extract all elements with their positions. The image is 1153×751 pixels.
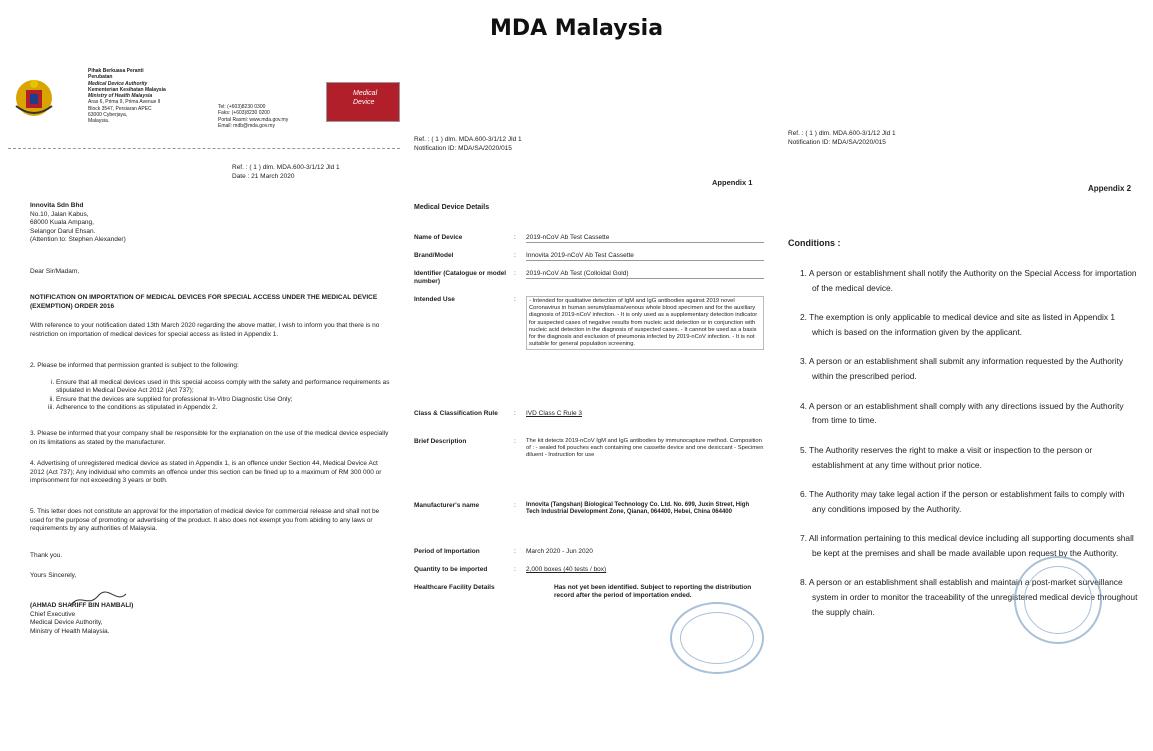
agency-address [88, 68, 228, 125]
signature-block [30, 602, 190, 636]
detail-row: Identifier (Catalogue or model number) : 2019-nCoV Ab Test (Colloidal Gold) [414, 270, 764, 290]
condition-item: 8. A person or an establishment shall establish and maintain a post-market surveillance system in order to monitor the traceability of the unregistered medical device throughout the supply chain. [800, 577, 1138, 617]
malaysia-coat-of-arms-icon [12, 76, 56, 120]
signatory-name: (AHMAD SHARIFF BIN HAMBALI) [30, 602, 134, 609]
appendix-2-ref [788, 130, 896, 147]
letter-reference [232, 164, 340, 181]
letter-page [8, 62, 400, 672]
condition-item: 3. A person or an establishment shall submit any information requested by the Authority within the prescribed period. [800, 356, 1124, 382]
detail-row: Quantity to be imported : 2,000 boxes (40 tests / box) [414, 566, 764, 578]
recipient-address [30, 202, 230, 245]
detail-value: March 2020 - Jun 2020 [526, 548, 593, 555]
paragraph-2-intro: 2. Please be informed that permission granted is subject to the following: [30, 362, 239, 369]
detail-value: Innovita (Tangshan) Biological Technology Co. Ltd. No. 699, Juxin Street, High Tech Industrial Development Zone, Qianan, 064400, Hebei, China 064400 [526, 502, 750, 516]
detail-key: Brief Description [414, 438, 467, 445]
paragraph-4: 4. Advertising of unregistered medical device as stated in Appendix 1, is an offence under Section 44, Medical Device Act 2012 (Act 737); Any individual who commits an offence under this section can be fined up to a maximum of RM 300 000 or imprisonment for not exceeding 3 years or both. [30, 460, 382, 485]
appendix-2-page [782, 62, 1147, 672]
detail-key: Name of Device [414, 234, 463, 241]
header-divider [8, 148, 400, 149]
salutation: Dear Sir/Madam, [30, 268, 80, 275]
notification-id: Notification ID: MDA/SA/2020/015 [414, 144, 512, 152]
condition-item: i. Ensure that all medical devices used in this special access comply with the safety and performance requirements as stipulated in Medical Device Act 2012 (Act 737); [56, 379, 394, 396]
agency-line: Aras 6, Prima 9, Prima Avenue II [88, 99, 161, 106]
official-stamp-icon [1014, 556, 1102, 644]
letter-date: Date : 21 March 2020 [232, 172, 295, 180]
paragraph-1: With reference to your notification dated 13th March 2020 regarding the above matter, I wish to inform you that there is no restriction on importation of medical devices for special access as listed in Appendix 1. [30, 322, 380, 338]
agency-line: Medical Device Authority [88, 80, 148, 87]
agency-contact [218, 104, 338, 129]
detail-row: Period of Importation : March 2020 - Jun 2020 [414, 548, 764, 560]
thank-you: Thank you. [30, 552, 63, 559]
detail-key: Healthcare Facility Details [414, 584, 495, 591]
ref-number: Ref. : ( 1 ) dlm. MDA.600-3/1/12 Jld 1 [232, 164, 340, 171]
conditions-title: Conditions : [788, 238, 841, 248]
detail-key: Class & Classification Rule [414, 410, 498, 417]
agency-line: Malaysia. [88, 118, 110, 125]
agency-line: Block 3547, Persiaran APEC [88, 105, 152, 112]
contact-line: Tel: (+603)8230 0300 [218, 104, 266, 110]
official-stamp-icon [670, 602, 764, 674]
address-line: (Attention to: Stephen Alexander) [30, 236, 126, 244]
detail-value: 2019-nCoV Ab Test Cassette [526, 234, 764, 243]
slide-title: MDA Malaysia [489, 16, 664, 41]
appendix-2-heading: Appendix 2 [1088, 184, 1132, 193]
condition-item: iii. Adherence to the conditions as stipulated in Appendix 2. [56, 404, 394, 413]
signatory-org: Medical Device Authority, [30, 619, 103, 627]
ref-number: Ref. : ( 1 ) dlm. MDA.600-3/1/12 Jld 1 [414, 136, 522, 143]
detail-row: Manufacturer's name : Innovita (Tangshan) Biological Technology Co. Ltd. No. 699, Juxin Street, High Tech Industrial Development Zone, Qianan, 064400, Hebei, China 064400 [414, 502, 764, 542]
condition-item: 6. The Authority may take legal action if the person or establishment fails to comply with any conditions imposed by the Authority. [800, 488, 1125, 514]
appendix-1-heading: Appendix 1 [712, 178, 753, 187]
signatory-ministry: Ministry of Health Malaysia. [30, 627, 110, 635]
ref-number: Ref. : ( 1 ) dlm. MDA.600-3/1/12 Jld 1 [788, 130, 896, 137]
contact-line: Portal Rasmi: www.mda.gov.my [218, 116, 289, 123]
signatory-title: Chief Executive [30, 610, 76, 618]
address-line: Innovita Sdn Bhd [30, 202, 84, 209]
paragraph-3: 3. Please be informed that your company shall be responsible for the explanation on the use of the medical device especially on its limitations as stated by the manufacturer. [30, 430, 389, 446]
contact-line: Faks: (+603)8230 0200 [218, 110, 270, 117]
mda-logo [326, 82, 400, 122]
paragraph-2 [30, 362, 394, 413]
agency-line: Ministry of Health Malaysia [88, 93, 153, 100]
detail-row: Name of Device : 2019-nCoV Ab Test Cassette [414, 234, 764, 246]
detail-key: Quantity to be imported [414, 566, 488, 573]
agency-line: Kementerian Kesihatan Malaysia [88, 86, 166, 93]
closing: Yours Sincerely, [30, 572, 77, 579]
letter-subject: NOTIFICATION ON IMPORTATION OF MEDICAL DEVICES FOR SPECIAL ACCESS UNDER THE MEDICAL DEVICE (EXEMPTION) ORDER 2016 [30, 294, 378, 310]
condition-item: 4. A person or an establishment shall comply with any directions issued by the Authority from time to time. [800, 400, 1124, 426]
detail-value: 2,000 boxes (40 tests / box) [526, 566, 607, 573]
condition-item: 5. The Authority reserves the right to make a visit or inspection to the person or establishment at any time without prior notice. [800, 444, 1093, 470]
detail-key: Manufacturer's name [414, 502, 480, 509]
detail-key: Identifier (Catalogue or model number) [414, 270, 507, 285]
detail-key: Brand/Model [414, 252, 454, 259]
detail-row: Brand/Model : Innovita 2019-nCoV Ab Test Cassette [414, 252, 764, 264]
detail-value: IVD Class C Rule 3 [526, 410, 582, 417]
paragraph-5: 5. This letter does not constitute an approval for the importation of medical device for commercial release and shall not be used for the purpose of promoting or advertising of the product. It also does not exempt you from abiding to any laws or requirements by any authorities of Malaysia. [30, 508, 380, 533]
detail-key: Period of Importation [414, 548, 480, 555]
appendix-1-page [408, 62, 768, 672]
address-line: Selangor Darul Ehsan. [30, 227, 96, 235]
agency-line: Perubatan [88, 74, 113, 81]
condition-item: 1. A person or establishment shall notify the Authority on the Special Access for importation of the medical device. [800, 268, 1137, 293]
logo-text: Medical Device [351, 83, 399, 121]
condition-item: 7. All information pertaining to this medical device including all supporting documents shall be kept at the premises and shall be made available upon request by the Authority. [800, 533, 1134, 558]
condition-item: 2. The exemption is only applicable to medical device and site as listed in Appendix 1 which is based on the information given by the applicant. [800, 312, 1116, 337]
agency-line: 63000 Cyberjaya, [88, 112, 128, 119]
address-line: 68000 Kuala Ampang, [30, 219, 94, 227]
detail-value: 2019-nCoV Ab Test (Colloidal Gold) [526, 270, 764, 279]
detail-value: The kit detects 2019-nCoV IgM and IgG antibodies by immunocapture method. Composition of : - sealed foil pouches each containing one cassette device and one desiccant - Specimen diluent - Instruction for use [526, 438, 764, 459]
detail-row: Class & Classification Rule : IVD Class C Rule 3 [414, 410, 764, 422]
detail-value: - Intended for qualitative detection of IgM and IgG antibodies against 2019 novel Coronavirus in human serum/plasma/venous whole blood specimen and for the auxiliary diagnosis of 2019-nCoV infection. - It is only used as a supplementary detection indicator for suspected cases of negative results from nucleic acid detection or in conjunction with nucleic acid detection in the diagnosis of suspected cases. - It cannot be used as a basis for the diagnosis and exclusion of pneumonia infected by 2019-nCoV infection. - It is not suitable for general population screening. [526, 296, 764, 350]
detail-row: Intended Use : - Intended for qualitative detection of IgM and IgG antibodies against 2019 novel Coronavirus in human serum/plasma/venous whole blood specimen and for the auxiliary diagnosis of 2019-nCoV infection. - It is only used as a supplementary detection indicator for suspected cases of negative results from nucleic acid detection or in conjunction with nucleic acid detection in the diagnosis of suspected cases. - It cannot be used as a basis for the diagnosis and exclusion of pneumonia infected by 2019-nCoV infection. - It is not suitable for general population screening. [414, 296, 764, 390]
detail-key: Intended Use [414, 296, 455, 303]
notification-id: Notification ID: MDA/SA/2020/015 [788, 138, 886, 146]
detail-value: Innovita 2019-nCoV Ab Test Cassette [526, 252, 764, 261]
contact-line: Email: mdb@mda.gov.my [218, 122, 275, 129]
agency-line: Pihak Berkuasa Peranti [88, 68, 144, 74]
detail-row: Brief Description : The kit detects 2019-nCoV IgM and IgG antibodies by immunocapture method. Composition of : - sealed foil pouches each containing one cassette device and one desiccant - Specimen diluent - Instruction for use [414, 438, 764, 459]
detail-value: Has not yet been identified. Subject to reporting the distribution record after the period of importation ended. [554, 584, 752, 599]
condition-item: ii. Ensure that the devices are supplied for professional In-Vitro Diagnostic Use Only; [56, 396, 394, 405]
logo-mark [327, 83, 351, 121]
appendix-1-ref [414, 136, 522, 153]
address-line: No.10, Jalan Kabus, [30, 210, 89, 218]
details-title: Medical Device Details [414, 204, 490, 211]
